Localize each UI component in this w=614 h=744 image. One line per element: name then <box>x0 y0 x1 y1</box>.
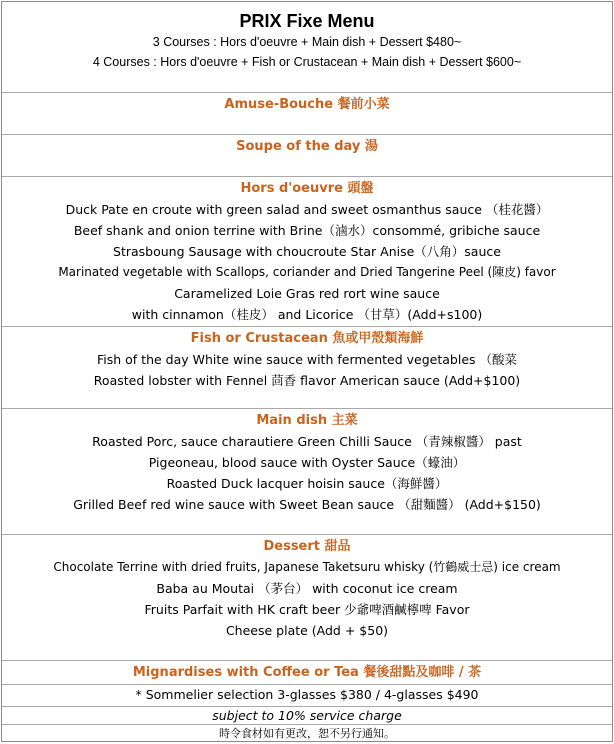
menu-item: Fruits Parfait with HK craft beer 少爺啤酒鹹檸啤 Favor <box>144 602 470 617</box>
mignardises-section <box>2 661 612 685</box>
three-course-price: 3 Courses : Hors d'oeuvre + Main dish + Dessert $480~ <box>152 35 462 49</box>
menu-item: Pigeoneau, blood sauce with Oyster Sauce（蠔油） <box>148 455 466 470</box>
menu-title: PRIX Fixe Menu <box>239 11 375 31</box>
footer-row <box>2 725 612 743</box>
amuse-bouche-heading: Amuse-Bouche 餐前小菜 <box>224 97 390 112</box>
menu-item: Marinated vegetable with Scallops, coriander and Dried Tangerine Peel (陳皮) favor <box>58 265 556 279</box>
menu-item: Roasted lobster with Fennel 茴香 flavor American sauce (Add+$100) <box>93 373 521 388</box>
main-dish-section <box>2 409 612 535</box>
sommelier-note: * Sommelier selection 3-glasses $380 / 4-glasses $490 <box>135 687 479 702</box>
fish-heading: Fish or Crustacean 魚或甲殼類海鮮 <box>190 331 424 346</box>
soup-heading: Soupe of the day 湯 <box>236 139 378 154</box>
menu-item: Beef shank and onion terrine with Brine（滷水）consommé, gribiche sauce <box>73 223 541 238</box>
main-dish-heading: Main dish 主菜 <box>256 413 358 428</box>
soup-section <box>2 135 612 177</box>
hors-doeuvre-heading: Hors d'oeuvre 頭盤 <box>240 181 374 196</box>
service-charge-note: subject to 10% service charge <box>212 708 402 723</box>
menu-item: Roasted Porc, sauce charautiere Green Chilli Sauce （青辣椒醬） past <box>92 434 522 449</box>
menu-item: Fish of the day White wine sauce with fermented vegetables （酸菜 <box>96 352 518 367</box>
service-row <box>2 707 612 725</box>
four-course-price: 4 Courses : Hors d'oeuvre + Fish or Crustacean + Main dish + Dessert $600~ <box>92 55 522 69</box>
menu-item: Cheese plate (Add + $50) <box>225 623 389 638</box>
menu-card <box>1 1 613 742</box>
amuse-bouche-section <box>2 93 612 135</box>
menu-item: Roasted Duck lacquer hoisin sauce（海鮮醬） <box>166 476 448 491</box>
menu-item: Duck Pate en croute with green salad and sweet osmanthus sauce （桂花醬） <box>65 202 549 217</box>
hors-doeuvre-section <box>2 177 612 327</box>
footer-notice: 時令食材如有更改，恕不另行通知。 <box>219 727 395 740</box>
dessert-section <box>2 535 612 661</box>
mignardises-heading: Mignardises with Coffee or Tea 餐後甜點及咖啡 / 茶 <box>132 665 482 680</box>
menu-item: Chocolate Terrine with dried fruits, Japanese Taketsuru whisky (竹鶴威士忌) ice cream <box>53 560 561 574</box>
menu-item: Grilled Beef red wine sauce with Sweet Bean sauce （甜麵醬） (Add+$150) <box>73 497 541 512</box>
dessert-heading: Dessert 甜品 <box>263 539 351 554</box>
menu-item: Strasboung Sausage with choucroute Star Anise（八角）sauce <box>113 244 501 259</box>
menu-item: Baba au Moutai （茅台） with coconut ice cream <box>156 581 458 596</box>
menu-item: with cinnamon（桂皮） and Licorice （甘草）(Add+s100) <box>131 307 483 322</box>
fish-section <box>2 327 612 409</box>
menu-item: Caramelized Loie Gras red rort wine sauce <box>174 286 440 301</box>
menu-header <box>2 2 612 93</box>
sommelier-row <box>2 685 612 707</box>
